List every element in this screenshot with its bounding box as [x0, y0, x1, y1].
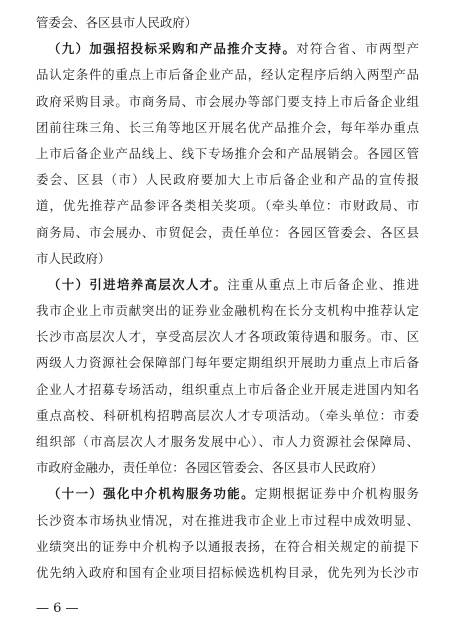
section-heading: （十）引进培养高层次人才。: [48, 276, 228, 292]
text-line: 两级人力资源社会保障部门每年要定期组织开展助力重点上市后备: [36, 355, 419, 371]
text-line: 长沙资本市场执业情况，对在推进我市企业上市过程中成效明显、: [36, 512, 419, 528]
text-line: 上市后备企业产品线上、线下专场推介会和产品展销会。各园区管: [36, 145, 419, 161]
section-heading: （九）加强招投标采购和产品推介支持。: [48, 41, 297, 57]
text-run: 对符合省、市两型产: [296, 41, 420, 57]
text-line: [36, 272, 419, 298]
text-line: 市人民政府）: [36, 250, 111, 266]
text-run: 注重从重点上市后备企业、推进: [227, 276, 420, 292]
text-line: 政府采购目录。市商务局、市会展办等部门要支持上市后备企业组: [36, 93, 419, 109]
page-number: — 6 —: [36, 601, 79, 616]
text-line: 优先纳入政府和国有企业项目招标候选机构目录，优先列为长沙市: [36, 564, 419, 580]
paragraph-section-10: [36, 272, 419, 482]
text-line: 管委会、各区县市人民政府）: [36, 15, 198, 30]
text-line: 企业人才招募专场活动，组织重点上市后备企业开展走进国内知名: [36, 381, 419, 397]
text-line: [36, 481, 419, 507]
paragraph-section-11: [36, 481, 419, 586]
text-line: 团前往珠三角、长三角等地区开展名优产品推介会，每年举办重点: [36, 119, 419, 135]
section-heading: （十一）强化中介机构服务功能。: [48, 486, 255, 502]
text-line: 道，优先推荐产品参评各类相关奖项。（牵头单位：市财政局、市: [36, 198, 419, 214]
text-run: 定期根据证券中介机构服务: [254, 486, 420, 502]
text-line: 委会、区县（市）人民政府要加大上市后备企业和产品的宣传报: [36, 172, 419, 188]
text-line: 组织部（市高层次人才服务发展中心）、市人力资源社会保障局、: [36, 434, 419, 449]
paragraph-section-9: [36, 36, 419, 272]
text-line: [36, 36, 419, 62]
text-line: 商务局、市会展办、市贸促会，责任单位：各园区管委会、各区县: [36, 224, 419, 240]
paragraph-continuation: [36, 10, 419, 36]
text-line: 业绩突出的证券中介机构予以通报表扬，在符合相关规定的前提下: [36, 538, 419, 554]
text-line: 重点高校、科研机构招聘高层次人才专项活动。（牵头单位：市委: [36, 407, 419, 423]
text-line: 品认定条件的重点上市后备企业产品，经认定程序后纳入两型产品: [36, 67, 419, 83]
text-line: 长沙市高层次人才，享受高层次人才各项政策待遇和服务。市、区: [36, 329, 419, 345]
text-line: 市政府金融办，责任单位：各园区管委会、各区县市人民政府）: [36, 460, 383, 476]
text-line: 我市企业上市贡献突出的证券业金融机构在长分支机构中推荐认定: [36, 303, 419, 319]
